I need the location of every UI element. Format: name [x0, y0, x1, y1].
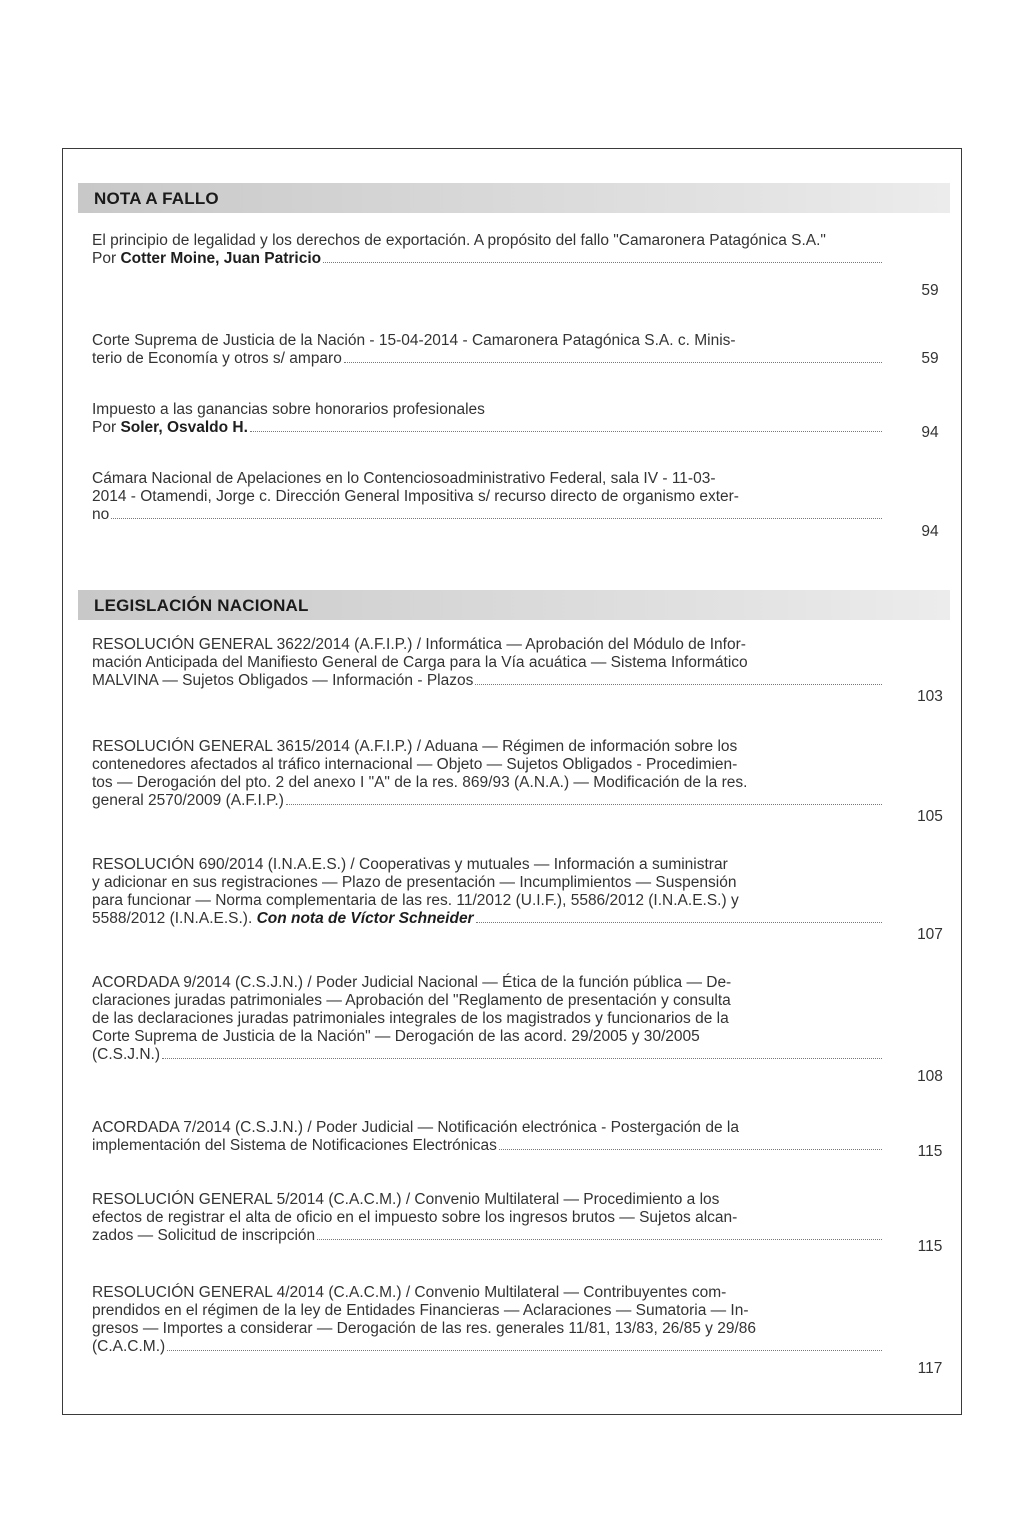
- entry-text: terio de Economía y otros s/ amparo: [92, 350, 342, 367]
- page-number: 59: [921, 282, 939, 299]
- dot-leader: [250, 430, 882, 432]
- page-number: 117: [917, 1360, 943, 1377]
- index-entry[interactable]: [92, 470, 884, 524]
- entry-text: claraciones juradas patrimoniales — Aprobación del "Reglamento de presentación y consulta: [92, 992, 731, 1009]
- index-entry[interactable]: [92, 856, 884, 928]
- entry-text: RESOLUCIÓN GENERAL 3615/2014 (A.F.I.P.) / Aduana — Régimen de información sobre los: [92, 738, 738, 755]
- entry-text: general 2570/2009 (A.F.I.P.): [92, 792, 284, 809]
- entry-text: gresos — Importes a considerar — Derogación de las res. generales 11/81, 13/83, 26/85 y 29/86: [92, 1320, 757, 1337]
- entry-text: RESOLUCIÓN GENERAL 5/2014 (C.A.C.M.) / Convenio Multilateral — Procedimiento a los: [92, 1191, 720, 1208]
- entry-text: Por Cotter Moine, Juan Patricio: [92, 250, 322, 267]
- author-name: Cotter Moine, Juan Patricio: [120, 250, 322, 267]
- dot-leader: [111, 517, 882, 519]
- dot-leader: [162, 1057, 882, 1059]
- index-entry[interactable]: [92, 636, 884, 690]
- page-number: 108: [917, 1068, 943, 1085]
- index-entry[interactable]: [92, 1284, 884, 1356]
- entry-text: Cámara Nacional de Apelaciones en lo Contenciosoadministrativo Federal, sala IV - 11-03-: [92, 470, 716, 487]
- note-author: Con nota de Víctor Schneider: [256, 910, 474, 927]
- index-entry[interactable]: [92, 401, 884, 437]
- dot-leader: [317, 1238, 882, 1240]
- section-title: NOTA A FALLO: [94, 189, 219, 208]
- dot-leader: [476, 921, 882, 923]
- entry-text: no: [92, 506, 110, 523]
- entry-text: Por Soler, Osvaldo H.: [92, 419, 248, 436]
- entry-text: mación Anticipada del Manifiesto General de Carga para la Vía acuática — Sistema Informático: [92, 654, 748, 671]
- entry-text: de las declaraciones juradas patrimoniales integrales de los magistrados y funcionarios de la: [92, 1010, 729, 1027]
- author-name: Soler, Osvaldo H.: [120, 419, 248, 436]
- entry-text: tos — Derogación del pto. 2 del anexo I "A" de la res. 869/93 (A.N.A.) — Modificación de la res.: [92, 774, 748, 791]
- index-entry[interactable]: [92, 1191, 884, 1245]
- index-entry[interactable]: [92, 974, 884, 1064]
- dot-leader: [286, 803, 882, 805]
- page-number: 107: [917, 926, 943, 943]
- frame-bottom-edge: [62, 1414, 962, 1415]
- entry-text: implementación del Sistema de Notificaciones Electrónicas: [92, 1137, 497, 1154]
- entry-text: contenedores afectados al tráfico internacional — Objeto — Sujetos Obligados - Procedimien-: [92, 756, 738, 773]
- entry-text: RESOLUCIÓN GENERAL 4/2014 (C.A.C.M.) / Convenio Multilateral — Contribuyentes com-: [92, 1284, 727, 1301]
- entry-text: efectos de registrar el alta de oficio en el impuesto sobre los ingresos brutos — Sujetos alcan-: [92, 1209, 738, 1226]
- index-entry[interactable]: [92, 332, 884, 368]
- page-number: 94: [921, 523, 939, 540]
- dot-leader: [167, 1349, 882, 1351]
- entry-text: Impuesto a las ganancias sobre honorarios profesionales: [92, 401, 485, 418]
- page-number: 94: [921, 424, 939, 441]
- page-number: 103: [917, 688, 943, 705]
- index-entry[interactable]: [92, 1119, 884, 1155]
- dot-leader: [499, 1148, 882, 1150]
- dot-leader: [475, 683, 882, 685]
- entry-text: prendidos en el régimen de la ley de Entidades Financieras — Aclaraciones — Sumatoria — In-: [92, 1302, 749, 1319]
- section-title: LEGISLACIÓN NACIONAL: [94, 596, 309, 615]
- page-number: 105: [917, 808, 943, 825]
- entry-text: Corte Suprema de Justicia de la Nación - 15-04-2014 - Camaronera Patagónica S.A. c. Minis-: [92, 332, 736, 349]
- entry-text: zados — Solicitud de inscripción: [92, 1227, 316, 1244]
- page-number: 115: [917, 1143, 943, 1160]
- entry-text: 2014 - Otamendi, Jorge c. Dirección General Impositiva s/ recurso directo de organismo exter-: [92, 488, 739, 505]
- entry-text: RESOLUCIÓN 690/2014 (I.N.A.E.S.) / Cooperativas y mutuales — Información a suministrar: [92, 856, 728, 873]
- index-entry[interactable]: [92, 232, 884, 268]
- entry-text: RESOLUCIÓN GENERAL 3622/2014 (A.F.I.P.) / Informática — Aprobación del Módulo de Infor-: [92, 636, 746, 653]
- dot-leader: [344, 361, 882, 363]
- page-number: 59: [921, 350, 939, 367]
- entry-text: MALVINA — Sujetos Obligados — Información - Plazos: [92, 672, 474, 689]
- entry-text: Corte Suprema de Justicia de la Nación" — Derogación de las acord. 29/2005 y 30/2005: [92, 1028, 700, 1045]
- entry-text: ACORDADA 9/2014 (C.S.J.N.) / Poder Judicial Nacional — Ética de la función pública — De-: [92, 974, 732, 991]
- entry-text: y adicionar en sus registraciones — Plazo de presentación — Incumplimientos — Suspensión: [92, 874, 737, 891]
- section-header-nota-a-fallo: [78, 183, 950, 213]
- entry-text: 5588/2012 (I.N.A.E.S.). Con nota de Víctor Schneider: [92, 910, 474, 927]
- entry-text: ACORDADA 7/2014 (C.S.J.N.) / Poder Judicial — Notificación electrónica - Postergación de la: [92, 1119, 739, 1136]
- entry-text: (C.S.J.N.): [92, 1046, 161, 1063]
- section-header-legislacion-nacional: [78, 590, 950, 620]
- page-number: 115: [917, 1238, 943, 1255]
- entry-text: (C.A.C.M.): [92, 1338, 166, 1355]
- entry-text: para funcionar — Norma complementaria de las res. 11/2012 (U.I.F.), 5586/2012 (I.N.A.E.S.) y: [92, 892, 739, 909]
- dot-leader: [323, 261, 882, 263]
- entry-text: El principio de legalidad y los derechos de exportación. A propósito del fallo "Camaronera Patagónica S.A.": [92, 232, 826, 249]
- index-entry[interactable]: [92, 738, 884, 810]
